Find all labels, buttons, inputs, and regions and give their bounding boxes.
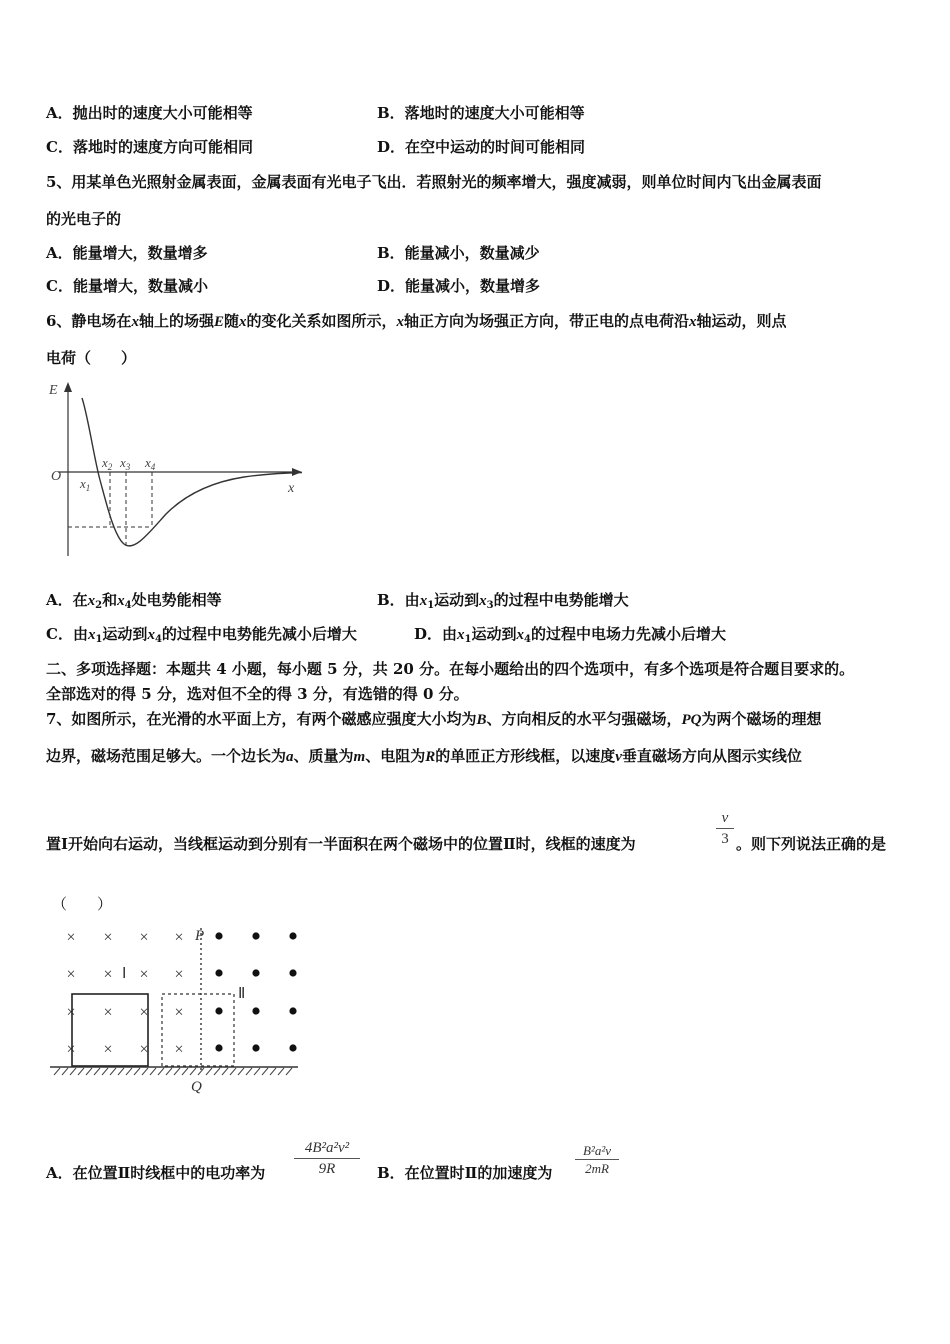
graph-x2-label: $x_2$	[102, 455, 113, 472]
q6-option-b: B．由$x_1$运动到$x_3$的过程中电势能增大	[377, 591, 629, 611]
q7-stem-line1: 7、如图所示，在光滑的水平面上方，有两个磁感应强度大小均为B、方向相反的水平匀强磁场，PQ为两个磁场的理想	[46, 710, 822, 728]
graph-axis-e-label: E	[49, 383, 58, 398]
graph-axis-x-label: x	[288, 481, 295, 496]
cross-mark: ×	[174, 929, 184, 946]
label-q: Q	[191, 1079, 202, 1095]
cross-mark: ×	[139, 1041, 149, 1058]
q5-stem-line2: 的光电子的	[46, 210, 122, 228]
cross-mark: ×	[139, 966, 149, 983]
q6-option-c: C．由$x_1$运动到$x_4$的过程中电势能先减小后增大	[46, 625, 357, 645]
q7-magnetic-field-figure	[46, 920, 306, 1096]
cross-mark: ×	[139, 929, 149, 946]
cross-mark: ×	[103, 1004, 113, 1021]
q7-stem-line3-part1: 置Ⅰ开始向右运动，当线框运动到分别有一半面积在两个磁场中的位置Ⅱ时，线框的速度为	[46, 835, 636, 853]
dot-mark	[215, 1007, 222, 1014]
section2-heading-line2: 全部选对的得 5 分，选对但不全的得 3 分，有选错的得 0 分。	[46, 685, 469, 703]
dot-mark	[215, 969, 222, 976]
dot-mark	[289, 932, 296, 939]
q4-option-c: C．落地时的速度方向可能相同	[46, 138, 253, 156]
cross-mark: ×	[174, 1041, 184, 1058]
dot-mark	[289, 1007, 296, 1014]
q7-option-a-label: A．在位置Ⅱ时线框中的电功率为	[46, 1164, 266, 1182]
q6-stem-line2: 电荷（ ）	[46, 349, 137, 367]
q7-option-b-fraction: B²a²v 2mR	[575, 1142, 619, 1177]
dot-mark	[252, 969, 259, 976]
dot-mark	[252, 1044, 259, 1051]
q5-option-a: A．能量增大，数量增多	[46, 244, 208, 262]
label-p: P	[195, 928, 205, 944]
graph-x4-label: $x_4$	[145, 455, 156, 472]
q6-field-graph	[44, 376, 306, 562]
dot-mark	[215, 932, 222, 939]
q7-velocity-fraction: v 3	[716, 808, 734, 849]
label-position-i: Ⅰ	[122, 966, 127, 982]
q6-stem-line1: 6、静电场在x轴上的场强E随x的变化关系如图所示，x轴正方向为场强正方向，带正电的点电荷沿x轴运动，则点	[46, 312, 787, 330]
cross-mark: ×	[139, 1004, 149, 1021]
cross-mark: ×	[66, 1041, 76, 1058]
q5-option-d: D．能量减小，数量增多	[377, 277, 541, 295]
cross-mark: ×	[66, 929, 76, 946]
label-position-ii: Ⅱ	[238, 986, 246, 1002]
q7-stem-line2: 边界，磁场范围足够大。一个边长为a、质量为m、电阻为R的单匝正方形线框，以速度v垂直磁场方向从图示实线位	[46, 747, 802, 765]
graph-x3-label: $x_3$	[120, 455, 131, 472]
q6-option-a: A．在$x_2$和$x_4$处电势能相等	[46, 591, 222, 611]
q7-stem-line3-part2: 。则下列说法正确的是	[736, 835, 887, 853]
q7-option-a-fraction: 4B²a²v² 9R	[294, 1138, 360, 1179]
cross-mark: ×	[174, 966, 184, 983]
cross-mark: ×	[174, 1004, 184, 1021]
cross-mark: ×	[103, 966, 113, 983]
dot-mark	[289, 969, 296, 976]
graph-origin-label: O	[51, 469, 62, 484]
q6-option-d: D．由$x_1$运动到$x_4$的过程中电场力先减小后增大	[414, 625, 726, 645]
dot-mark	[289, 1044, 296, 1051]
cross-mark: ×	[103, 929, 113, 946]
q4-option-d: D．在空中运动的时间可能相同	[377, 138, 586, 156]
q4-option-b: B．落地时的速度大小可能相等	[377, 104, 585, 122]
q5-option-c: C．能量增大，数量减小	[46, 277, 208, 295]
section2-heading-line1: 二、多项选择题：本题共 4 小题，每小题 5 分，共 20 分。在每小题给出的四个选项中，有多个选项是符合题目要求的。	[46, 660, 855, 678]
dot-mark	[252, 932, 259, 939]
frame-position-ii	[162, 994, 234, 1066]
q7-answer-paren: （ ）	[52, 895, 113, 913]
dot-mark	[252, 1007, 259, 1014]
q4-option-a: A．抛出时的速度大小可能相等	[46, 104, 253, 122]
q5-stem-line1: 5、用某单色光照射金属表面，金属表面有光电子飞出．若照射光的频率增大，强度减弱，则单位时间内飞出金属表面	[46, 173, 822, 191]
cross-mark: ×	[103, 1041, 113, 1058]
dot-mark	[215, 1044, 222, 1051]
cross-mark: ×	[66, 1004, 76, 1021]
cross-mark: ×	[66, 966, 76, 983]
q7-option-b-label: B．在位置时Ⅱ的加速度为	[377, 1164, 553, 1182]
graph-x1-label: $x_1$	[80, 476, 91, 493]
q5-option-b: B．能量减小，数量减少	[377, 244, 540, 262]
